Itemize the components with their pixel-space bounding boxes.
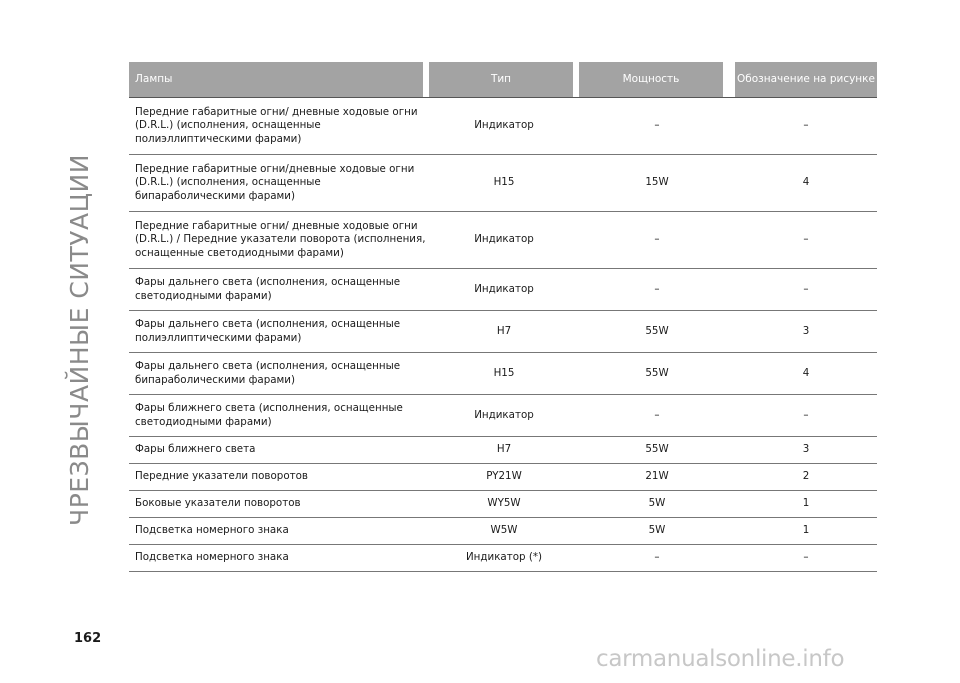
cell-lamp: Фары дальнего света (исполнения, оснащенные светодиодными фарами)	[135, 276, 401, 302]
cell-ref: 4	[802, 176, 810, 189]
cell-lamp: Подсветка номерного знака	[135, 524, 289, 537]
table-row	[129, 437, 877, 464]
cell-lamp: Фары ближнего света	[135, 443, 256, 456]
cell-power: 55W	[645, 366, 669, 379]
cell-power: 55W	[645, 324, 669, 337]
cell-ref: 1	[802, 524, 810, 537]
header-ref: Обозначение на рисунке	[735, 62, 877, 97]
cell-lamp: Подсветка номерного знака	[135, 551, 289, 564]
cell-lamp: Боковые указатели поворотов	[135, 497, 301, 510]
cell-type: H7	[496, 443, 512, 456]
cell-ref: –	[803, 119, 809, 132]
table-row	[129, 518, 877, 545]
section-side-title: ЧРЕЗВЫЧАЙНЫЕ СИТУАЦИИ	[65, 154, 94, 526]
cell-type: WY5W	[487, 497, 521, 510]
cell-type: H15	[493, 176, 515, 189]
page-number: 162	[74, 631, 102, 646]
cell-ref: 3	[802, 443, 810, 456]
table-row	[129, 269, 877, 311]
cell-ref: 1	[802, 497, 810, 510]
cell-type: Индикатор	[474, 233, 534, 246]
watermark: carmanualsonline.info	[596, 646, 845, 672]
cell-type: Индикатор (*)	[465, 551, 543, 564]
cell-power: 5W	[648, 524, 666, 537]
cell-ref: –	[803, 282, 809, 295]
table-row	[129, 311, 877, 353]
cell-lamp: Фары дальнего света (исполнения, оснащенные полиэллиптическими фарами)	[135, 318, 401, 344]
cell-type: Индикатор	[474, 408, 534, 421]
table-row	[129, 353, 877, 395]
table-row	[129, 395, 877, 437]
cell-ref: –	[803, 233, 809, 246]
lamps-table	[129, 62, 877, 572]
cell-type: Индикатор	[474, 119, 534, 132]
cell-type: W5W	[490, 524, 518, 537]
cell-power: 21W	[645, 470, 669, 483]
cell-type: H15	[493, 366, 515, 379]
cell-lamp: Фары дальнего света (исполнения, оснащенные бипараболическими фарами)	[135, 360, 401, 386]
cell-power: –	[654, 282, 660, 295]
cell-lamp: Передние габаритные огни/дневные ходовые огни (D.R.L.) (исполнения, оснащенные бипараболическими фарами)	[135, 162, 415, 202]
cell-power: –	[654, 408, 660, 421]
table-row	[129, 464, 877, 491]
table-row	[129, 98, 877, 155]
table-row	[129, 155, 877, 212]
cell-lamp: Передние указатели поворотов	[135, 470, 308, 483]
cell-ref: –	[803, 551, 809, 564]
table-row	[129, 491, 877, 518]
cell-ref: 2	[802, 470, 810, 483]
cell-power: 15W	[645, 176, 669, 189]
table-row	[129, 212, 877, 269]
cell-type: H7	[496, 324, 512, 337]
header-power: Мощность	[579, 62, 723, 97]
cell-lamp: Фары ближнего света (исполнения, оснащенные светодиодными фарами)	[135, 402, 403, 428]
cell-type: Индикатор	[474, 282, 534, 295]
cell-power: –	[654, 551, 660, 564]
cell-ref: –	[803, 408, 809, 421]
cell-lamp: Передние габаритные огни/ дневные ходовые огни (D.R.L.) (исполнения, оснащенные полиэллиптическими фарами)	[135, 105, 418, 145]
cell-lamp: Передние габаритные огни/ дневные ходовые огни (D.R.L.) / Передние указатели поворота (исполнения, оснащенные светодиодными фарами)	[135, 219, 426, 259]
header-lamps: Лампы	[129, 62, 423, 97]
cell-ref: 3	[802, 324, 810, 337]
table-row	[129, 545, 877, 572]
cell-power: –	[654, 119, 660, 132]
cell-ref: 4	[802, 366, 810, 379]
cell-power: 55W	[645, 443, 669, 456]
cell-type: PY21W	[486, 470, 522, 483]
cell-power: –	[654, 233, 660, 246]
cell-power: 5W	[648, 497, 666, 510]
header-type: Тип	[429, 62, 573, 97]
table-header	[129, 62, 877, 98]
